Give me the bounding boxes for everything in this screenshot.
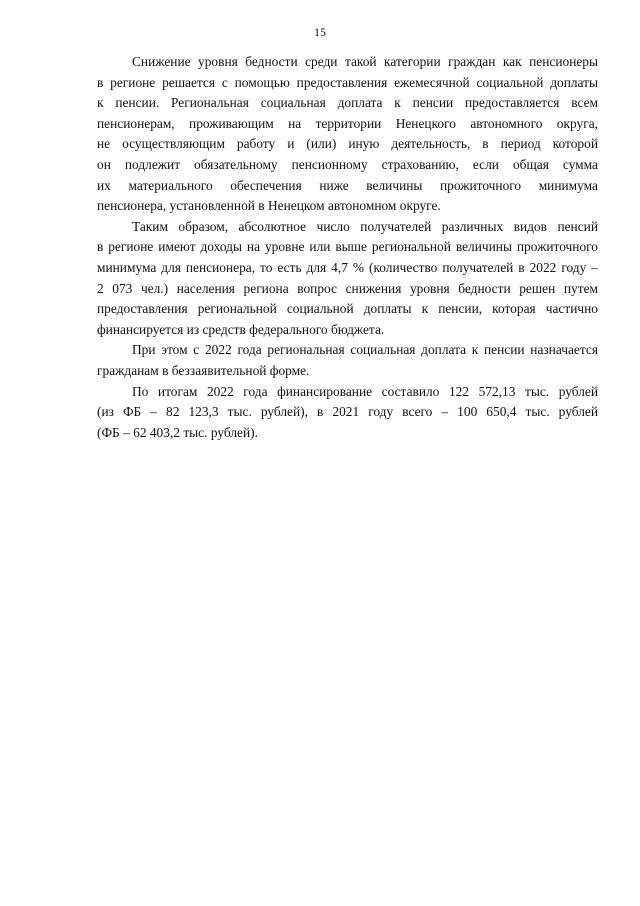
text-line: пенсионера, установленной в Ненецком автономном округе. xyxy=(97,198,441,214)
text-line: (из ФБ – 82 123,3 тыс. рублей), в 2021 году всего – 100 650,4 тыс. рублей xyxy=(97,404,598,420)
text-line: финансируется из средств федерального бюджета. xyxy=(97,321,385,337)
text-line: их материального обеспечения ниже величины прожиточного минимума xyxy=(97,177,598,193)
text-line: минимума для пенсионера, то есть для 4,7 % (количество получателей в 2022 году – xyxy=(97,259,598,275)
paragraph-automatic-assignment xyxy=(97,340,598,381)
text-line: По итогам 2022 года финансирование составило 122 572,13 тыс. рублей xyxy=(132,383,598,399)
text-line: в регионе решается с помощью предоставления ежемесячной социальной доплаты xyxy=(97,74,598,90)
text-line: он подлежит обязательному пенсионному страхованию, если общая сумма xyxy=(97,156,598,172)
text-line: Таким образом, абсолютное число получателей различных видов пенсий xyxy=(132,218,598,234)
text-line: в регионе имеют доходы на уровне или выше региональной величины прожиточного xyxy=(97,239,598,255)
document-body xyxy=(97,52,598,443)
paragraph-poverty-reduction xyxy=(97,52,598,217)
text-line: При этом с 2022 года региональная социальная доплата к пенсии назначается xyxy=(132,342,598,358)
paragraph-pension-recipients xyxy=(97,217,598,341)
text-line: не осуществляющим работу и (или) иную деятельность, в период которой xyxy=(97,136,598,152)
text-line: к пенсии. Региональная социальная доплата к пенсии предоставляется всем xyxy=(97,95,598,111)
text-line: пенсионерам, проживающим на территории Ненецкого автономного округа, xyxy=(97,115,598,131)
text-line: (ФБ – 62 403,2 тыс. рублей). xyxy=(97,424,258,440)
text-line: 2 073 чел.) населения региона вопрос снижения уровня бедности решен путем xyxy=(97,280,598,296)
page-number: 15 xyxy=(314,25,326,39)
text-line: гражданам в беззаявительной форме. xyxy=(97,362,310,378)
text-line: Снижение уровня бедности среди такой категории граждан как пенсионеры xyxy=(132,54,598,69)
paragraph-financing xyxy=(97,382,598,444)
text-line: предоставления региональной социальной доплаты к пенсии, которая частично xyxy=(97,301,598,317)
